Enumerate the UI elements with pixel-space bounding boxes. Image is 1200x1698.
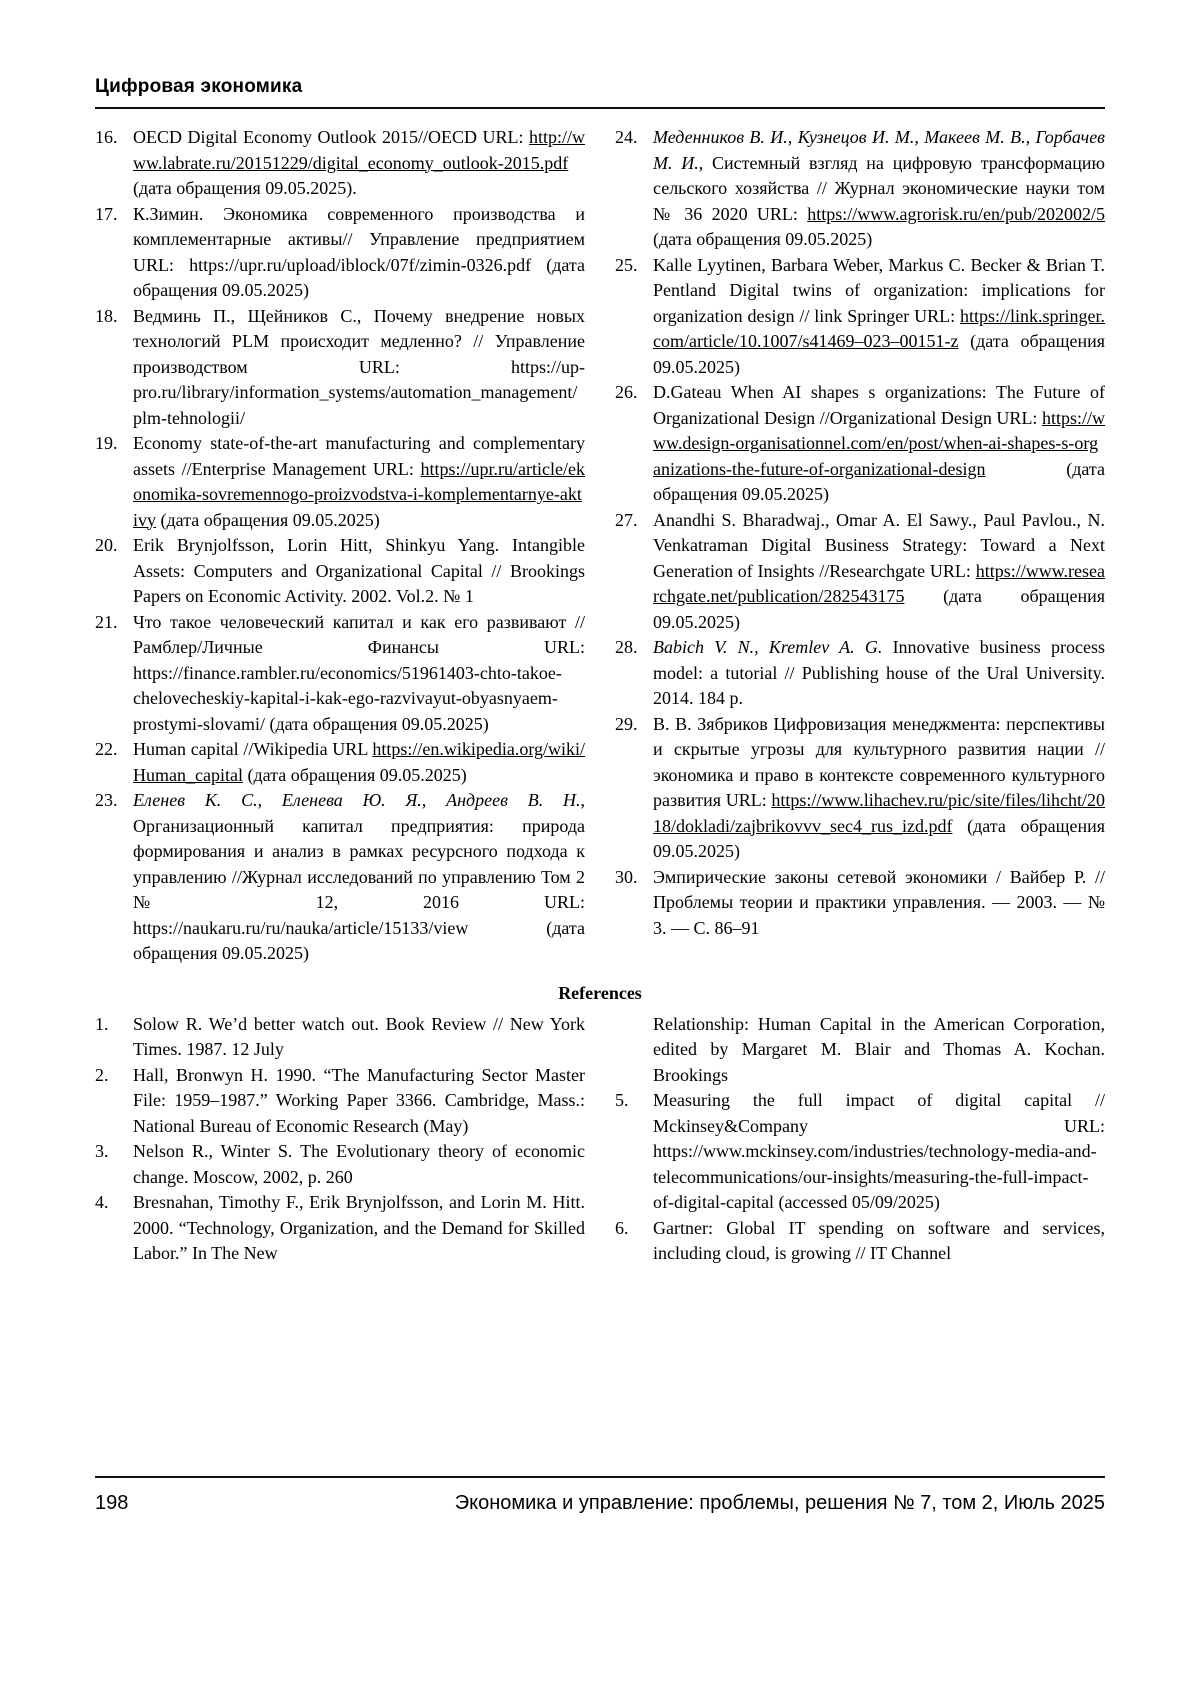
reference-item [95,788,585,967]
reference-text: Economy state-of-the-art manufacturing and complementary assets //Enterprise Management URL: [133,433,585,479]
reference-link[interactable]: https://upr.ru/article/ekonomika-sovremennogo-proizvodstva-i-komplementarnye-aktivy [133,458,585,530]
reference-text: (дата обращения 09.05.2025). [133,178,357,198]
reference-number: 18. [95,305,118,326]
reference-text: Measuring the full impact of digital capital // Mckinsey&Company URL: https://www.mckinsey.com/industries/technology-media-and-telecommunications/our-insights/measuring-the-full-impact-of-digital-capital (accessed 05/09/2025) [653,1090,1105,1212]
reference-link[interactable]: https://www.researchgate.net/publication/282543175 [653,560,1105,606]
reference-number: 21. [95,611,118,632]
reference-link[interactable]: https://www.lihachev.ru/pic/site/files/lihcht/2018/dokladi/zajbrikovvv_sec4_rus_izd.pdf [653,790,1105,836]
reference-link[interactable]: https://link.springer.com/article/10.1007/s41469–023–00151-z [653,305,1105,351]
reference-link[interactable]: https://www.design-organisationnel.com/en/post/when-ai-shapes-s-organizations-the-future-of-organizational-design [653,407,1105,479]
reference-item [615,635,1105,712]
reference-text: , Системный взгляд на цифровую трансформацию сельского хозяйства // Журнал экономические науки том № 36 2020 URL: [653,152,1105,224]
reference-number: 6. [615,1217,629,1238]
reference-text: Gartner: Global IT spending on software and services, including cloud, is growing // IT Channel [653,1217,1105,1263]
reference-item [95,202,585,304]
reference-text: (дата обращения 09.05.2025) [653,229,873,249]
reference-item [95,1139,585,1190]
page-header [95,76,1105,109]
reference-item [615,508,1105,636]
reference-text: Меденников В. И., Кузнецов И. М., Макеев М. В., Горбачев М. И. [653,127,1105,173]
reference-number: 30. [615,866,638,887]
reference-number: 1. [95,1013,109,1034]
reference-item [95,1012,585,1063]
reference-item [95,737,585,788]
references-en-left-column [95,1012,585,1267]
reference-text: Bresnahan, Timothy F., Erik Brynjolfsson, and Lorin M. Hitt. 2000. “Technology, Organization, and the Demand for Skilled Labor.” In The New [133,1192,585,1263]
section-title: Цифровая экономика [95,76,303,97]
reference-text: Erik Brynjolfsson, Lorin Hitt, Shinkyu Yang. Intangible Assets: Computers and Organizational Capital // Brookings Papers on Economic Activity. 2002. Vol.2. № 1 [133,535,585,606]
reference-text: К.Зимин. Экономика современного производства и комплементарные активы// Управление предприятием URL: https://upr.ru/upload/iblock/07f/zimin-0326.pdf (дата обращения 09.05.2025) [133,203,585,300]
reference-item [615,1088,1105,1216]
reference-number: 4. [95,1192,109,1212]
reference-number: 17. [95,203,118,224]
page-number: 198 [95,1492,129,1514]
reference-item [615,125,1105,253]
reference-item [615,865,1105,942]
reference-link[interactable]: https://en.wikipedia.org/wiki/Human_capital [133,739,585,785]
reference-text: Еленев К. С., Еленева Ю. Я., Андреев В. Н. [133,790,581,810]
reference-item [95,1063,585,1140]
reference-text: D.Gateau When AI shapes s organizations: The Future of Organizational Design //Organizational Design URL: [653,382,1105,428]
reference-item [95,125,585,202]
reference-number: 22. [95,739,118,759]
reference-number: 29. [615,713,638,734]
reference-number: 24. [615,127,638,147]
reference-item [95,610,585,738]
reference-item [95,431,585,533]
references-heading: References [558,982,642,1003]
reference-number: 23. [95,790,118,810]
reference-link[interactable]: http://www.labrate.ru/20151229/digital_economy_outlook-2015.pdf [133,127,585,173]
reference-number: 26. [615,382,638,402]
reference-text: OECD Digital Economy Outlook 2015//OECD URL: [133,127,529,147]
reference-text: Anandhi S. Bharadwaj., Omar A. El Sawy., Paul Pavlou., N. Venkatraman Digital Business Strategy: Toward a Next Generation of Insights //Researchgate URL: [653,509,1105,581]
reference-text: , Организационный капитал предприятия: природа формирования и анализ в рамках ресурсного подхода к управлению //Журнал исследований по управлению Том 2 № 12, 2016 URL: https://naukaru.ru/ru/nauka/article/15133/view (дата обращения 09.05.2025) [133,790,585,963]
reference-text: Hall, Bronwyn H. 1990. “The Manufacturing Sector Master File: 1959–1987.” Working Paper 3366. Cambridge, Mass.: National Bureau of Economic Research (May) [133,1064,585,1136]
reference-number: 16. [95,127,118,147]
reference-text: Human capital //Wikipedia URL [133,739,373,759]
reference-number: 5. [615,1090,629,1110]
reference-text: Babich V. N., Kremlev A. G. [653,637,883,657]
reference-text: Relationship: Human Capital in the American Corporation, edited by Margaret M. Blair and Thomas A. Kochan. Brookings [653,1013,1105,1085]
reference-number: 2. [95,1064,109,1085]
reference-item [615,380,1105,508]
reference-text: (дата обращения 09.05.2025) [653,586,1105,632]
reference-text: (дата обращения 09.05.2025) [653,458,1105,504]
reference-number: 3. [95,1141,109,1161]
reference-item [615,712,1105,865]
reference-text: Ведминь П., Щейников С., Почему внедрение новых технологий PLM происходит медленно? // Управление производством URL: https://up-pro.ru/library/information_systems/automation_management/plm-tehnologii/ [133,305,585,428]
reference-number: 20. [95,535,118,555]
reference-text: (дата обращения 09.05.2025) [653,815,1105,861]
reference-number: 28. [615,637,638,657]
reference-number: 25. [615,254,638,275]
reference-item [95,1190,585,1267]
reference-item [95,533,585,610]
reference-text: Solow R. We’d better watch out. Book Review // New York Times. 1987. 12 July [133,1013,585,1059]
reference-text: (дата обращения 09.05.2025) [242,764,467,785]
references-en [95,1012,1105,1267]
page-footer [95,1476,1105,1515]
reference-item [615,1012,1105,1089]
reference-link[interactable]: https://www.agrorisk.ru/en/pub/202002/5 [807,203,1105,224]
reference-text: (дата обращения 09.05.2025) [653,331,1105,377]
reference-item [95,304,585,432]
references-en-right-column [615,1012,1105,1267]
bibliography-ru [95,125,1105,967]
reference-item [615,253,1105,381]
reference-text: В. В. Зябриков Цифровизация менеджмента: перспективы и скрытые угрозы для культурного развития нации // экономика и право в контексте современного культурного развития URL: [653,713,1105,810]
reference-text: Эмпирические законы сетевой экономики / Вайбер Р. // Проблемы теории и практики управления. — 2003. — № 3. — С. 86–91 [653,866,1105,938]
journal-info: Экономика и управление: проблемы, решения № 7, том 2, Июль 2025 [454,1492,1105,1514]
bibliography-ru-right-column [615,125,1105,967]
bibliography-ru-left-column [95,125,585,967]
reference-number: 19. [95,433,118,453]
reference-text: Kalle Lyytinen, Barbara Weber, Markus C. Becker & Brian T. Pentland Digital twins of organization: implications for organization design // link Springer URL: [653,254,1105,326]
reference-item [615,1216,1105,1267]
reference-text: Nelson R., Winter S. The Evolutionary theory of economic change. Moscow, 2002, p. 260 [133,1141,585,1187]
reference-text: (дата обращения 09.05.2025) [156,509,380,530]
reference-text: Innovative business process model: a tutorial // Publishing house of the Ural University. 2014. 184 p. [653,637,1105,708]
reference-text: Что такое человеческий капитал и как его развивают // Рамблер/Личные Финансы URL: https://finance.rambler.ru/economics/51961403-chto-takoe-chelovecheskiy-kapital-i-kak-ego-razvivayut-obyasnyaem-prostymi-slovami/ (дата обращения 09.05.2025) [133,611,585,734]
reference-number: 27. [615,509,638,530]
